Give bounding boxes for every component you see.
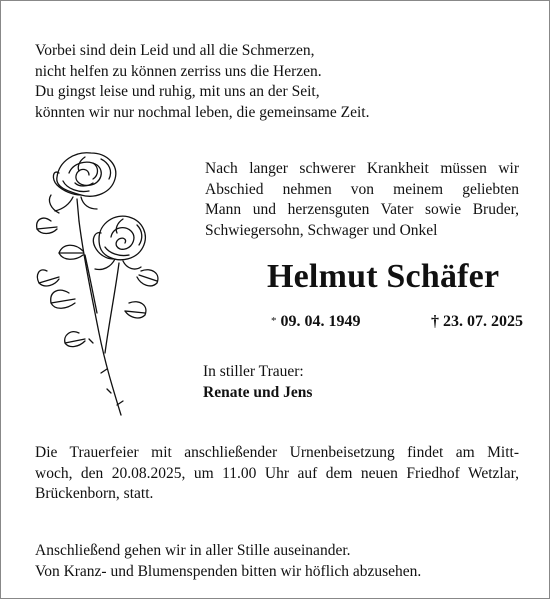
poem-line: Du gingst leise und ruhig, mit uns an der Seit, — [35, 83, 320, 100]
poem-line: Vorbei sind dein Leid und all die Schmerzen, — [35, 42, 315, 59]
death-date-group — [431, 311, 523, 334]
intro-line: Mann und herzensguten Vater sowie Bruder, — [205, 201, 519, 219]
intro-text — [205, 159, 519, 241]
rose-illustration-icon — [29, 143, 169, 421]
poem — [35, 41, 515, 123]
poem-line: könnten wir nur nochmal leben, die gemeinsame Zeit. — [35, 103, 370, 121]
mourners-names: Renate und Jens — [203, 384, 313, 401]
birth-date-group — [271, 311, 361, 334]
intro-line: Schwiegersohn, Schwager und Onkel — [205, 221, 438, 239]
birth-star-icon: * — [271, 315, 277, 327]
intro-line: Abschied nehmen von meinem geliebten — [205, 180, 519, 198]
mourners — [203, 361, 503, 403]
birth-date: 09. 04. 1949 — [280, 313, 361, 330]
funeral-line: Die Trauerfeier mit anschließender Urnenbeisetzung findet am Mitt- — [35, 444, 519, 461]
funeral-info — [35, 443, 519, 505]
mourners-label: In stiller Trauer: — [203, 363, 304, 380]
deceased-name: Helmut Schäfer — [267, 258, 500, 295]
funeral-line: Brückenborn, statt. — [35, 485, 154, 503]
intro-line: Nach langer schwerer Krankheit müssen wir — [205, 160, 519, 177]
life-dates — [271, 311, 523, 334]
death-date: 23. 07. 2025 — [443, 313, 523, 330]
closing-text — [35, 541, 519, 582]
funeral-line: woch, den 20.08.2025, um 11.00 Uhr auf dem neuen Friedhof Wetzlar, — [35, 464, 519, 482]
poem-line: nicht helfen zu können zerriss uns die Herzen. — [35, 62, 322, 80]
closing-line: Von Kranz- und Blumenspenden bitten wir höflich abzusehen. — [35, 562, 422, 580]
cross-icon: † — [431, 313, 439, 330]
closing-line: Anschließend gehen wir in aller Stille auseinander. — [35, 542, 351, 559]
